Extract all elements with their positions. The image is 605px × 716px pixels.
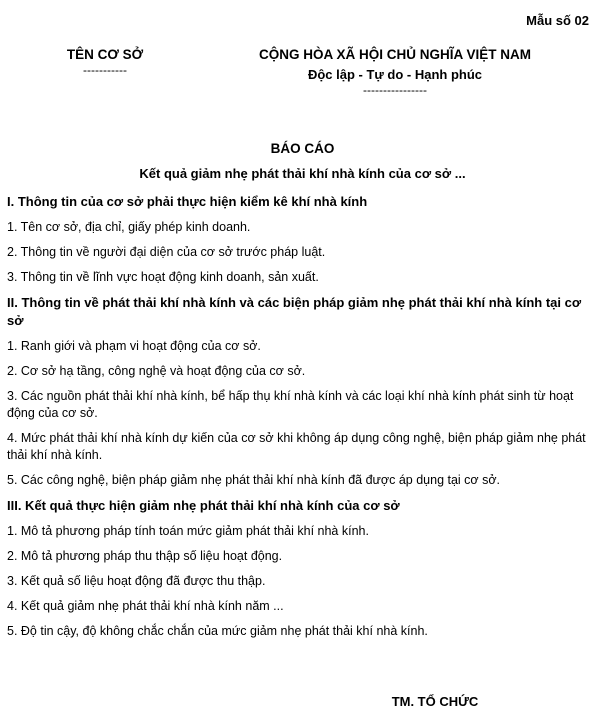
section-heading: I. Thông tin của cơ sở phải thực hiện kiểm kê khí nhà kính (7, 194, 368, 209)
national-header (230, 45, 560, 95)
national-motto: Độc lập - Tự do - Hạnh phúc (307, 67, 483, 82)
list-item: 2. Thông tin về người đại diện của cơ sở trước pháp luật. (7, 245, 326, 259)
list-item: 3. Thông tin về lĩnh vực hoạt động kinh doanh, sản xuất. (7, 270, 319, 284)
section-heading: II. Thông tin về phát thải khí nhà kính và các biện pháp giảm nhẹ phát thải khí nhà kính tại cơ sở (7, 295, 582, 328)
motto-divider: ---------------- (363, 83, 427, 97)
section-facility-info (7, 193, 597, 286)
list-item: 4. Kết quả giảm nhẹ phát thải khí nhà kính năm ... (7, 599, 284, 613)
facility-header (40, 45, 170, 75)
report-body (7, 193, 597, 648)
list-item: 5. Các công nghệ, biện pháp giảm nhẹ phát thải khí nhà kính đã được áp dụng tại cơ sở. (7, 473, 501, 487)
section-mitigation-results (7, 497, 597, 640)
signature-block: TM. TỔ CHỨC (391, 694, 479, 709)
list-item: 1. Tên cơ sở, địa chỉ, giấy phép kinh doanh. (7, 220, 251, 234)
section-heading: III. Kết quả thực hiện giảm nhẹ phát thải khí nhà kính của cơ sở (7, 498, 400, 513)
list-item: 1. Mô tả phương pháp tính toán mức giảm phát thải khí nhà kính. (7, 524, 369, 538)
list-item: 1. Ranh giới và phạm vi hoạt động của cơ sở. (7, 339, 261, 353)
report-title: BÁO CÁO (270, 141, 335, 156)
list-item: 4. Mức phát thải khí nhà kính dự kiến của cơ sở khi không áp dụng công nghệ, biện pháp giảm nhẹ phát thải khí nhà kính. (7, 431, 586, 462)
country-name: CỘNG HÒA XÃ HỘI CHỦ NGHĨA VIỆT NAM (258, 47, 531, 62)
list-item: 2. Mô tả phương pháp thu thập số liệu hoạt động. (7, 549, 283, 563)
report-subtitle: Kết quả giảm nhẹ phát thải khí nhà kính của cơ sở ... (139, 166, 466, 181)
facility-divider: ----------- (83, 63, 127, 77)
list-item: 2. Cơ sở hạ tầng, công nghệ và hoạt động của cơ sở. (7, 364, 306, 378)
section-emission-info (7, 294, 597, 489)
list-item: 5. Độ tin cậy, độ không chắc chắn của mức giảm nhẹ phát thải khí nhà kính. (7, 624, 428, 638)
facility-name: TÊN CƠ SỞ (66, 47, 144, 62)
form-number: Mẫu số 02 (526, 13, 589, 28)
list-item: 3. Các nguồn phát thải khí nhà kính, bể hấp thụ khí nhà kính và các loại khí nhà kính phát sinh từ hoạt động của cơ sở. (7, 389, 574, 420)
list-item: 3. Kết quả số liệu hoạt động đã được thu thập. (7, 574, 266, 588)
